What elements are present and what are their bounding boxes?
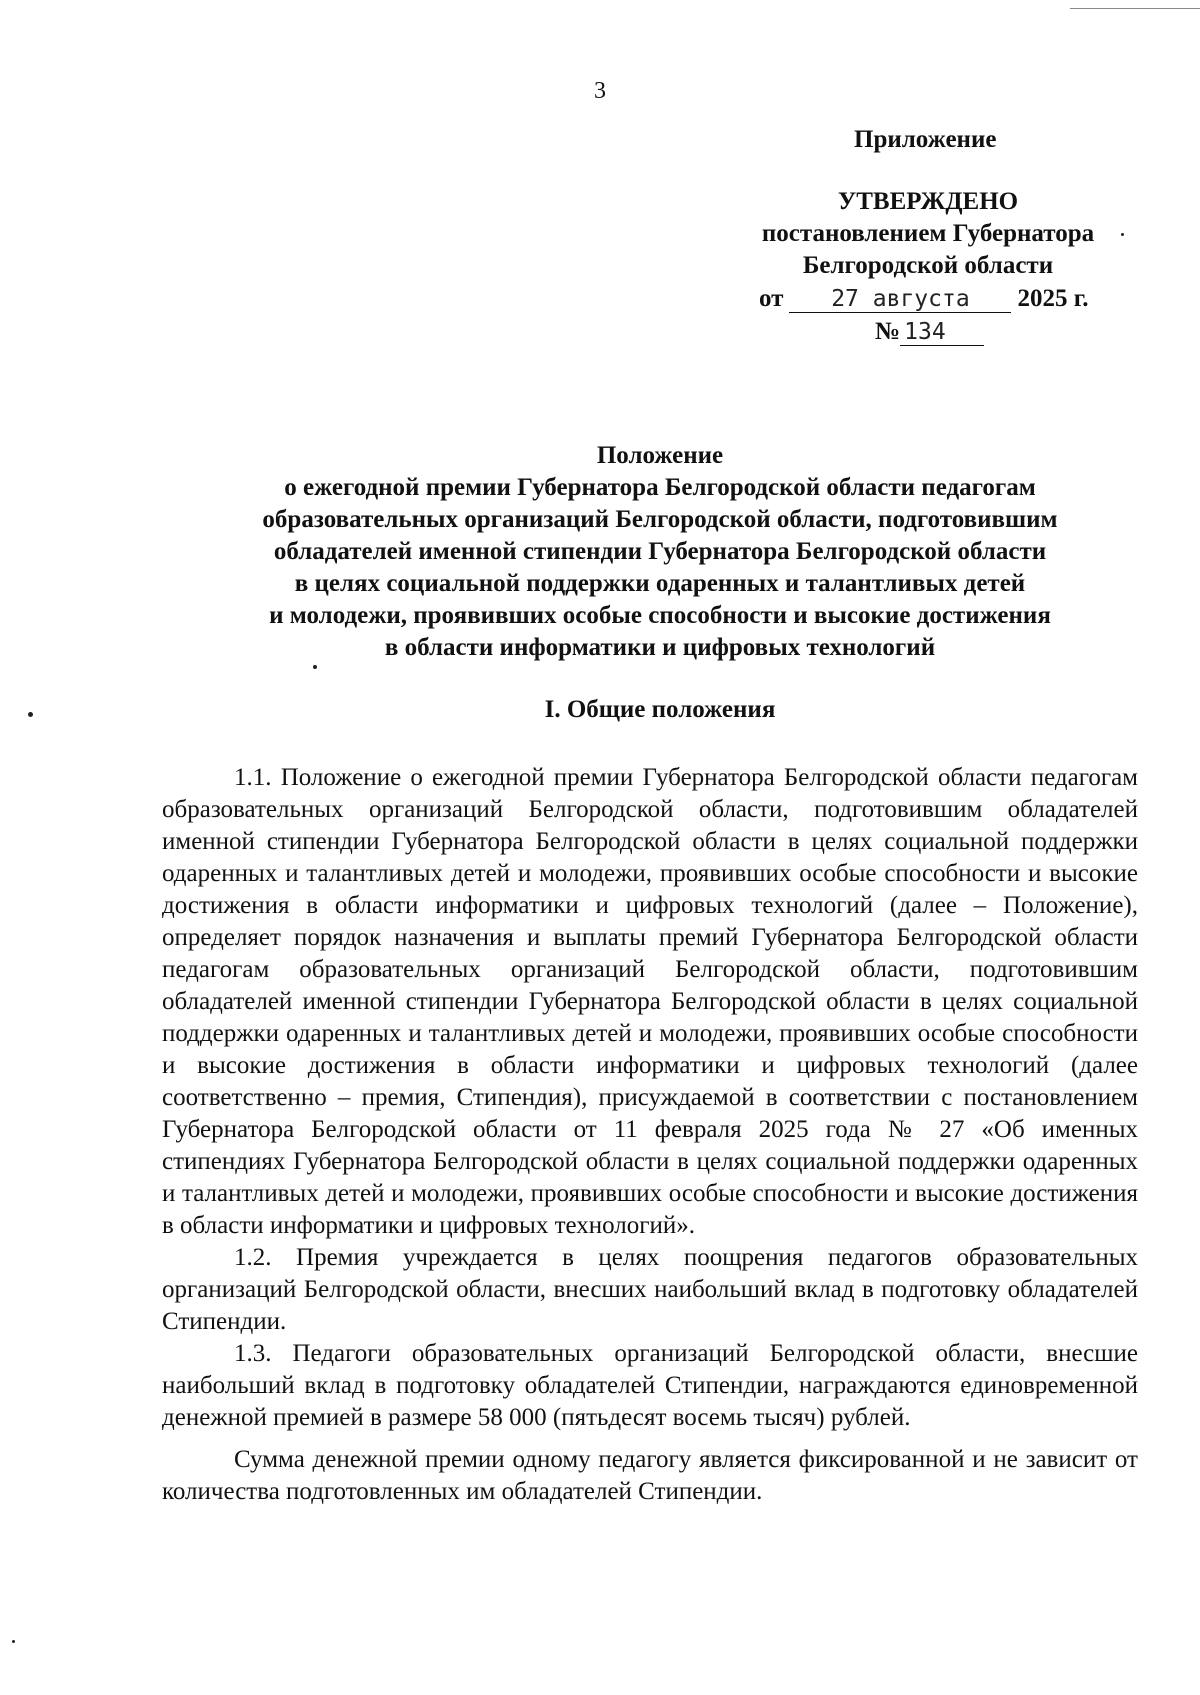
document-title-heading: Положение [596,442,724,469]
approval-line-2: Белгородской области [802,252,1054,279]
scan-speck [28,712,33,717]
body-text [162,762,1138,1508]
number-value: 134 [900,319,984,346]
document-title [160,440,1160,664]
scan-speck [12,1640,15,1643]
appendix-label: Приложение [854,126,997,153]
scan-speck [1121,233,1124,236]
paragraph-1-3: 1.3. Педагоги образовательных организаций Белгородской области, внесшие наибольший вклад в подготовку обладателей Стипендии, награждаются единовременной денежной премией в размере 58 000 (пятьдесят восемь тысяч) рублей. [162,1340,1138,1431]
paragraph-1-2: 1.2. Премия учреждается в целях поощрения педагогов образовательных организаций Белгородской области, внесших наибольший вклад в подготовку обладателей Стипендии. [162,1244,1138,1335]
date-year: 2025 г. [1017,285,1089,312]
document-title-line: в целях социальной поддержки одаренных и талантливых детей [294,570,1026,597]
document-title-line: образовательных организаций Белгородской области, подготовившим [262,506,1058,533]
section-heading: I. Общие положения [544,696,776,723]
paragraph-1-1: 1.1. Положение о ежегодной премии Губернатора Белгородской области педагогам образовательных организаций Белгородской области, подготовившим обладателей именной стипендии Губернатора Белгородской области в целях социальной поддержки одаренных и талантливых детей и молодежи, проявивших особые способности и высокие достижения в области информатики и цифровых технологий (далее – Положение), определяет порядок назначения и выплаты премий Губернатора Белгородской области педагогам образовательных организаций Белгородской области, подготовившим обладателей именной стипендии Губернатора Белгородской области в целях социальной поддержки одаренных и талантливых детей и молодежи, проявивших особые способности и высокие достижения в области информатики и цифровых технологий (далее соответственно – премия, Стипендия), присуждаемой в соответствии с постановлением Губернатора Белгородской области от 11 февраля 2025 года № 27 «Об именных стипендиях Губернатора Белгородской области в целях социальной поддержки одаренных и талантливых детей и молодежи, проявивших особые способности и высокие достижения в области информатики и цифровых технологий». [162,764,1138,1239]
approval-block [738,186,1118,282]
document-title-line: и молодежи, проявивших особые способности и высокие достижения [269,602,1051,629]
date-value: 27 августа [789,286,1011,313]
document-title-line: обладателей именной стипендии Губернатора Белгородской области [273,538,1047,565]
approval-number-row [875,318,984,346]
approval-line-1: постановлением Губернатора [761,220,1095,247]
date-prefix: от [759,285,784,312]
number-prefix: № [875,318,901,345]
page-number: 3 [594,78,606,104]
scan-speck [313,665,317,669]
scan-edge-line [1070,8,1200,9]
approval-date-row [759,285,1089,313]
paragraph-premium-amount: Сумма денежной премии одному педагогу является фиксированной и не зависит от количества подготовленных им обладателей Стипендии. [162,1446,1138,1505]
document-title-line: о ежегодной премии Губернатора Белгородской области педагогам [284,474,1036,501]
approval-title: УТВЕРЖДЕНО [837,188,1019,215]
document-title-line: в области информатики и цифровых технологий [384,634,936,661]
